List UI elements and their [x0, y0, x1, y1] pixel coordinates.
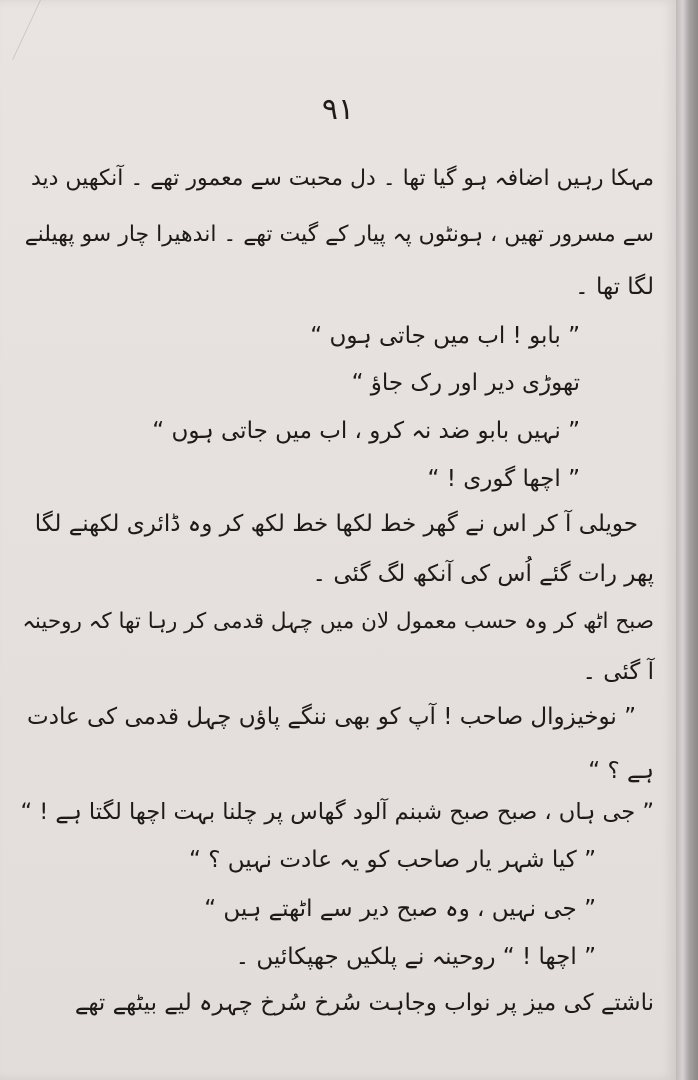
text-line-1: مہکا رہیں اضافہ ہو گیا تھا ۔ دل محبت سے معمور تھے ۔ آنکھیں دید — [30, 166, 654, 191]
text-line-2: سے مسرور تھیں ، ہونٹوں پہ پیار کے گیت تھے ۔ اندھیرا چار سو پھیلنے — [24, 222, 654, 247]
text-line-8: حویلی آ کر اس نے گھر خط لکھا خط لکھ کر وہ ڈائری لکھنے لگا — [34, 511, 638, 537]
page-number: ٩١ — [321, 92, 355, 127]
page-edge — [676, 0, 698, 1080]
text-line-13: ہے ؟ “ — [588, 758, 654, 784]
text-line-17: ” اچھا ! “ روحینہ نے پلکیں جھپکائیں ۔ — [235, 944, 596, 970]
text-line-11: آ گئی ۔ — [582, 659, 654, 685]
text-line-14: ” جی ہاں ، صبح صبح شبنم آلود گھاس پر چلنا بہت اچھا لگتا ہے ! “ — [20, 799, 654, 825]
text-line-7: ” اچھا گوری ! “ — [427, 466, 580, 492]
text-line-4: ” بابو ! اب میں جاتی ہوں “ — [310, 323, 580, 349]
text-line-10: صبح اٹھ کر وہ حسب معمول لان میں چہل قدمی کر رہا تھا کہ روحینہ — [22, 609, 654, 634]
text-line-5: تھوڑی دیر اور رک جاؤ “ — [351, 370, 580, 396]
text-line-15: ” کیا شہر یار صاحب کو یہ عادت نہیں ؟ “ — [188, 847, 596, 873]
page-corner-fold — [0, 0, 41, 60]
text-line-3: لگا تھا ۔ — [575, 274, 654, 300]
text-line-9: پھر رات گئے اُس کی آنکھ لگ گئی ۔ — [312, 561, 654, 587]
text-line-16: ” جی نہیں ، وہ صبح دیر سے اٹھتے ہیں “ — [204, 896, 596, 922]
text-line-12: ” نوخیزوال صاحب ! آپ کو بھی ننگے پاؤں چہل قدمی کی عادت — [27, 704, 636, 730]
text-line-6: ” نہیں بابو ضد نہ کرو ، اب میں جاتی ہوں “ — [152, 418, 580, 444]
text-line-18: ناشتے کی میز پر نواب وجاہت سُرخ سُرخ چہرہ لیے بیٹھے تھے — [74, 990, 654, 1016]
